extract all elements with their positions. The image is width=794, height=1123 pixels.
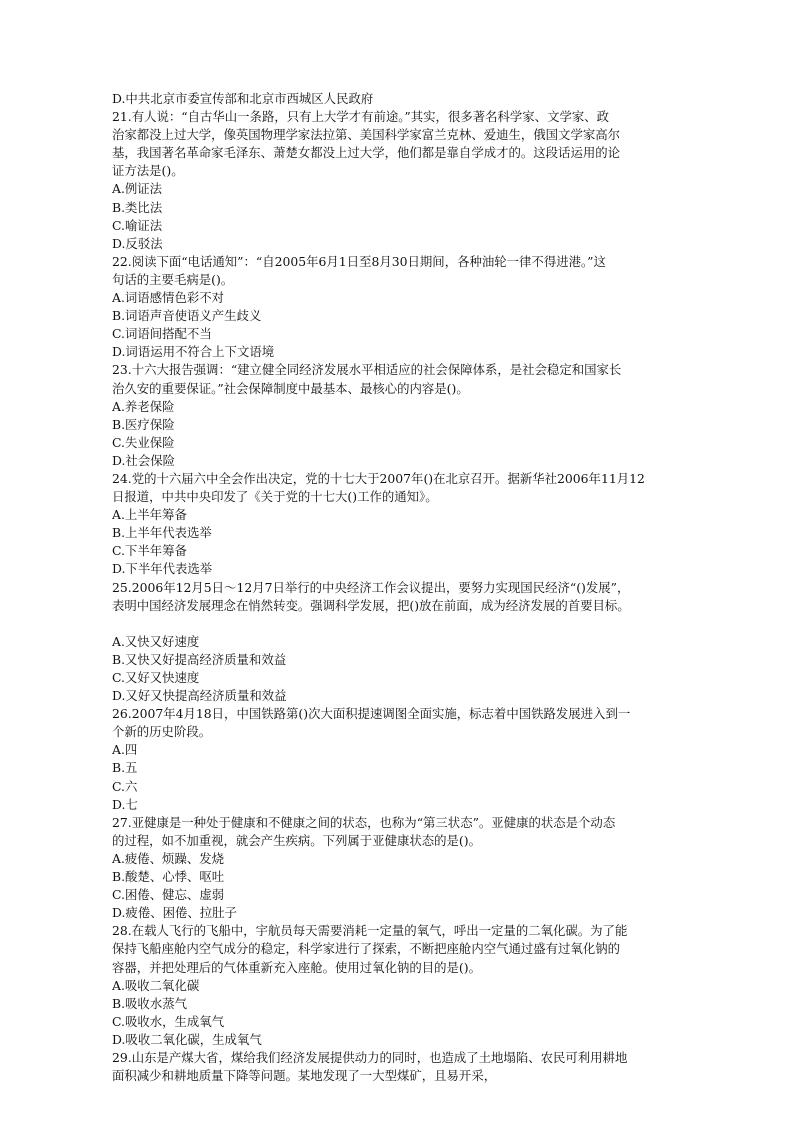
- answer-option: B.吸收水蒸气: [112, 995, 187, 1011]
- answer-option: A.疲倦、烦躁、发烧: [112, 850, 225, 866]
- answer-option: D.疲倦、困倦、拉肚子: [112, 905, 237, 921]
- answer-option: B.医疗保险: [112, 416, 175, 432]
- answer-option: D.反驳法: [112, 235, 163, 251]
- answer-option: A.吸收二氧化碳: [112, 977, 200, 993]
- text-line: 治家都没上过大学，像英国物理学家法拉第、美国科学家富兰克林、爱迪生，俄国文学家高尔: [112, 127, 621, 143]
- answer-option: A.四: [112, 742, 138, 758]
- text-line: 证方法是()。: [112, 163, 184, 179]
- question-text: 26.2007年4月18日，中国铁路第()次大面积提速调图全面实施，标志着中国铁路发展进入到一: [112, 706, 631, 722]
- answer-option: B.五: [112, 760, 138, 776]
- answer-option: C.吸收水，生成氧气: [112, 1013, 225, 1029]
- blank-line: [112, 615, 698, 633]
- text-line: 个新的历史阶段。: [112, 724, 212, 740]
- question-text: 21.有人说：“自古华山一条路，只有上大学才有前途。”其实，很多著名科学家、文学家、政: [112, 109, 610, 125]
- answer-option: B.酸楚、心悸、呕吐: [112, 869, 225, 885]
- question-text: 23.十六大报告强调：“建立健全同经济发展水平相适应的社会保障体系，是社会稳定和国家长: [112, 362, 622, 378]
- document-page: [112, 90, 698, 1085]
- answer-option: D.吸收二氧化碳，生成氧气: [112, 1031, 262, 1047]
- answer-option: C.下半年筹备: [112, 543, 187, 559]
- answer-option: D.社会保险: [112, 452, 175, 468]
- answer-option: B.类比法: [112, 199, 163, 215]
- text-line: 句话的主要毛病是()。: [112, 271, 234, 287]
- answer-option: C.六: [112, 778, 138, 794]
- text-line: 表明中国经济发展理念在悄然转变。强调科学发展，把()放在前面，成为经济发展的首要目标。: [112, 597, 630, 613]
- text-line: 基，我国著名革命家毛泽东、萧楚女都没上过大学，他们都是靠自学成才的。这段话运用的论: [112, 145, 621, 161]
- answer-option: A.又快又好速度: [112, 633, 200, 649]
- question-text: 22.阅读下面“电话通知”：“自2005年6月1日至8月30日期间，各种油轮一律不得进港。”这: [112, 253, 606, 269]
- answer-option: A.上半年筹备: [112, 507, 187, 523]
- answer-option: D.词语运用不符合上下文语境: [112, 344, 275, 360]
- answer-option: D.下半年代表选举: [112, 561, 213, 577]
- text-line: 面积减少和耕地质量下降等问题。某地发现了一大型煤矿，且易开采，: [112, 1068, 497, 1084]
- text-line: 的过程，如不加重视，就会产生疾病。下列属于亚健康状态的是()。: [112, 832, 481, 848]
- answer-option: C.困倦、健忘、虚弱: [112, 887, 225, 903]
- text-line: 治久安的重要保证。”社会保障制度中最基本、最核心的内容是()。: [112, 380, 469, 396]
- question-text: 28.在载人飞行的飞船中，宇航员每天需要消耗一定量的氧气，呼出一定量的二氧化碳。为了能: [112, 923, 628, 939]
- answer-option: D.七: [112, 796, 138, 812]
- answer-option: D.中共北京市委宣传部和北京市西城区人民政府: [112, 91, 374, 106]
- answer-option: A.例证法: [112, 181, 163, 197]
- answer-option: C.失业保险: [112, 434, 175, 450]
- answer-option: B.上半年代表选举: [112, 525, 212, 541]
- question-text: 27.亚健康是一种处于健康和不健康之间的状态，也称为“第三状态”。亚健康的状态是个动态: [112, 814, 616, 830]
- answer-option: C.喻证法: [112, 217, 163, 233]
- question-text: 24.党的十六届六中全会作出决定，党的十七大于2007年()在北京召开。据新华社2006年11月12: [112, 470, 645, 486]
- answer-option: B.又快又好提高经济质量和效益: [112, 651, 287, 667]
- question-text: 25.2006年12月5日～12月7日举行的中央经济工作会议提出，要努力实现国民经济“()发展”，: [112, 579, 630, 595]
- text-line: 保持飞船座舱内空气成分的稳定，科学家进行了探索，不断把座舱内空气通过盛有过氧化钠的: [112, 941, 621, 957]
- answer-option: B.词语声音使语义产生歧义: [112, 308, 262, 324]
- text-line: 日报道，中共中央印发了《关于党的十七大()工作的通知》。: [112, 489, 438, 505]
- question-text: 29.山东是产煤大省，煤给我们经济发展提供动力的同时，也造成了土地塌陷、农民可利用耕地: [112, 1049, 628, 1065]
- answer-option: D.又好又快提高经济质量和效益: [112, 688, 287, 704]
- answer-option: A.词语感情色彩不对: [112, 290, 225, 306]
- answer-option: C.又好又快速度: [112, 670, 200, 685]
- text-line: 容器，并把处理后的气体重新充入座舱。使用过氧化钠的目的是()。: [112, 959, 481, 975]
- answer-option: C.词语间搭配不当: [112, 326, 212, 342]
- answer-option: A.养老保险: [112, 398, 175, 414]
